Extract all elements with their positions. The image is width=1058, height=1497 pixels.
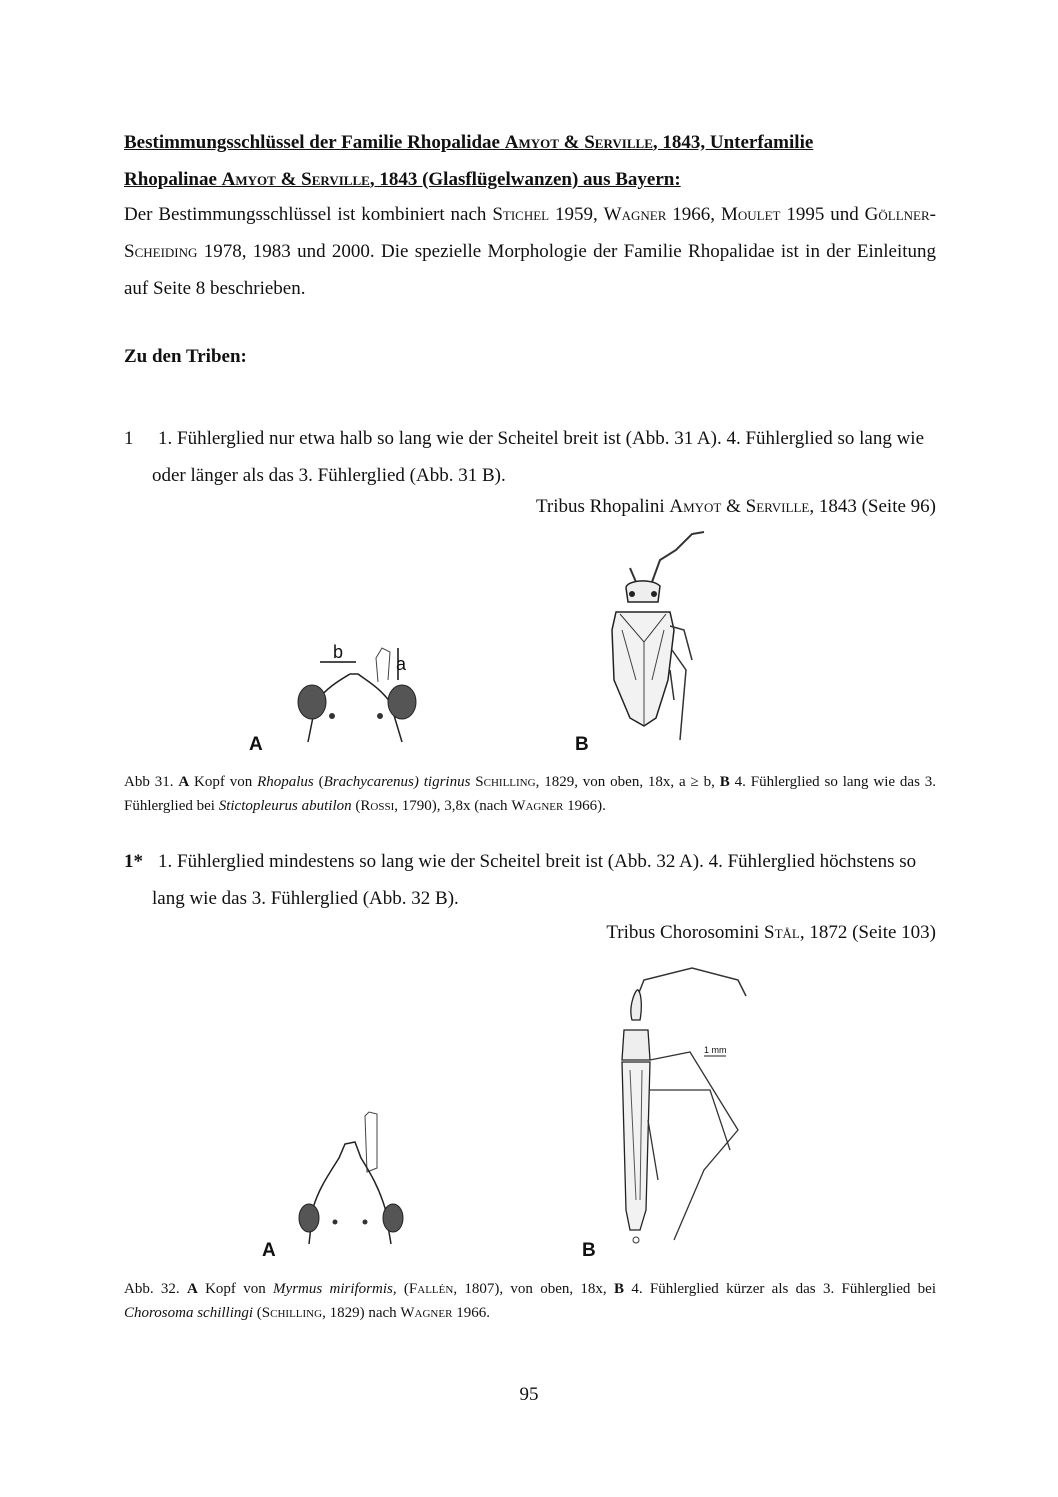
heading-line-1: Bestimmungsschlüssel der Familie Rhopalidae Amyot & Serville, 1843, Unterfamilie [124,132,814,153]
couplet-number: 1* [124,851,143,872]
section-heading [124,124,936,198]
fig32-label-a: A [262,1240,276,1261]
fig31-label-a: A [249,734,263,755]
fig31-label-b: B [575,734,589,755]
couplet-number: 1 [124,428,134,449]
couplet-1-star-result: Tribus Chorosomini Stål, 1872 (Seite 103) [606,922,936,943]
subheading: Zu den Triben: [124,346,247,367]
measure-b-label: b [333,642,344,662]
couplet-1-star [124,843,936,917]
fig32-caption: Abb. 32. A Kopf von Myrmus miriformis, (Fallén, 1807), von oben, 18x, B 4. Fühlerglied kürzer als das 3. Fühlerglied bei Chorosoma schillingi (Schilling, 1829) nach Wagner 1966. [124,1281,937,1321]
measure-a-label: a [396,654,407,674]
fig32-head-illustration [295,1108,415,1248]
fig32-bug-illustration [600,960,760,1260]
scale-bar-label: 1 mm [704,1045,727,1055]
heading-line-2: Rhopalinae Amyot & Serville, 1843 (Glasflügelwanzen) aus Bayern: [124,169,681,190]
fig32-label-b: B [582,1240,596,1261]
page-number: 95 [519,1384,539,1405]
fig31-bug-illustration [600,530,720,750]
couplet-text: 1. Fühlerglied mindestens so lang wie der Scheitel breit ist (Abb. 32 A). 4. Fühlerglied höchstens so lang wie das 3. Fühlerglied (Abb. 32 B). [152,851,917,909]
intro-paragraph: Der Bestimmungsschlüssel ist kombiniert nach Stichel 1959, Wagner 1966, Moulet 1995 und Göllner-Scheiding 1978, 1983 und 2000. Die spezielle Morphologie der Familie Rhopalidae ist in der Einleitung auf Seite 8 beschrieben. [124,204,936,299]
couplet-text: 1. Fühlerglied nur etwa halb so lang wie der Scheitel breit ist (Abb. 31 A). 4. Fühlerglied so lang wie oder länger als das 3. Fühlerglied (Abb. 31 B). [152,428,925,486]
couplet-1-result: Tribus Rhopalini Amyot & Serville, 1843 (Seite 96) [535,496,936,517]
couplet-1 [124,420,936,494]
fig31-caption: Abb 31. A Kopf von Rhopalus (Brachycarenus) tigrinus Schilling, 1829, von oben, 18x, a ≥ b, B 4. Fühlerglied so lang wie das 3. Fühlerglied bei Stictopleurus abutilon (Rossi, 1790), 3,8x (nach Wagner 1966). [124,774,937,814]
